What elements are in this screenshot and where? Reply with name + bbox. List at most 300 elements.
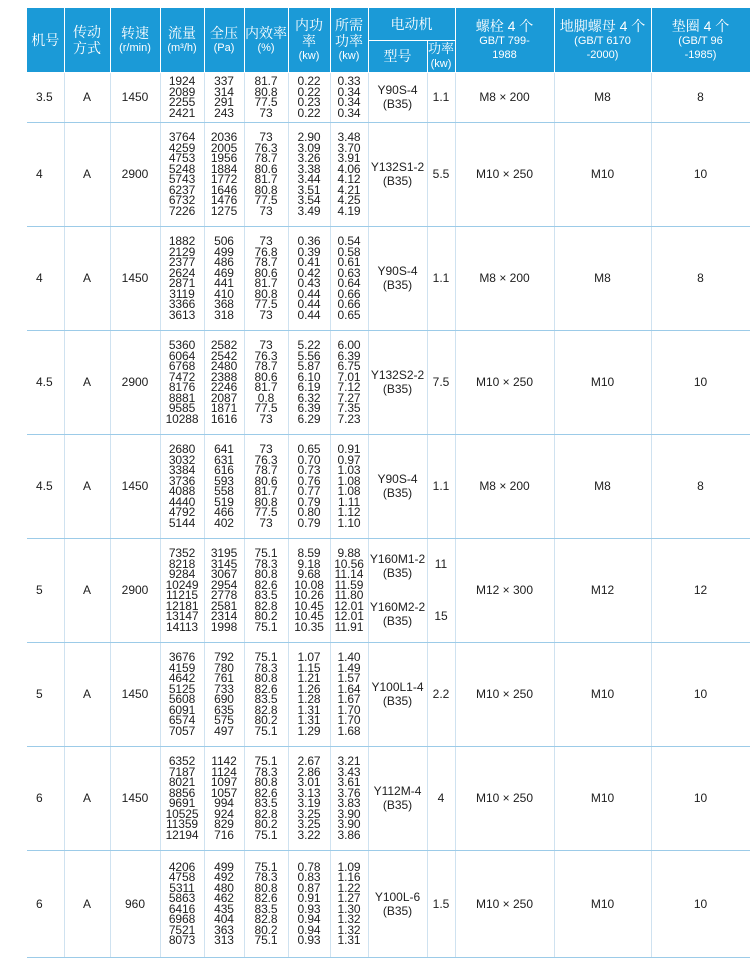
motor-power-b: 15 <box>434 609 448 623</box>
inner-power-value: 1.15 <box>297 660 321 675</box>
table-row <box>27 642 750 746</box>
speed-cell <box>110 122 160 226</box>
motor-model: Y112M-4 <box>373 784 422 798</box>
flow-values <box>161 444 204 528</box>
pressure-value: 1097 <box>210 775 238 789</box>
efficiency-value: 80.8 <box>254 671 278 685</box>
inner-power-value: 9.68 <box>297 567 321 581</box>
inner-power-value: 0.44 <box>297 307 321 322</box>
required-power-value: 1.57 <box>337 671 361 685</box>
inner-power-values <box>289 652 330 736</box>
required-power-value: 0.63 <box>337 265 361 280</box>
motor-mount: (B35) <box>382 174 413 188</box>
flow-value: 4758 <box>168 870 196 884</box>
required-power-value: 1.09 <box>337 859 361 874</box>
efficiency-value: 80.8 <box>254 286 278 301</box>
drive-value: A <box>82 167 91 181</box>
efficiency-value: 83.5 <box>254 796 278 810</box>
required-power-value: 10.56 <box>334 556 364 571</box>
pressure-value: 243 <box>214 105 234 120</box>
washer-value: 10 <box>693 375 708 389</box>
required-power-value: 0.34 <box>337 105 361 120</box>
pressure-value: 291 <box>214 95 234 109</box>
bolt-value: M8 × 200 <box>479 479 530 493</box>
motor-type-cell <box>368 330 427 434</box>
inner-power-value: 1.21 <box>297 671 321 685</box>
anchor-nut-cell <box>554 642 651 746</box>
efficiency-value: 75.1 <box>254 859 278 874</box>
speed-cell <box>110 226 160 330</box>
bolt-cell <box>455 226 554 330</box>
flow-value: 6091 <box>168 702 196 717</box>
inner-power-value: 3.13 <box>297 785 321 800</box>
inner-power-value: 3.49 <box>297 203 321 218</box>
header-speed: 转速 (r/min) <box>110 8 160 72</box>
motor-type <box>369 890 427 918</box>
pressure-value: 1476 <box>210 193 238 207</box>
washer-value: 10 <box>693 167 708 181</box>
flow-value: 8856 <box>168 785 196 800</box>
motor-power-value: 2.2 <box>432 687 450 701</box>
efficiency-value: 78.7 <box>254 255 278 269</box>
flow-value: 2421 <box>168 105 196 120</box>
model-value: 3.5 <box>36 90 53 104</box>
pressure-value: 2087 <box>210 390 238 405</box>
flow-value: 12194 <box>165 827 199 842</box>
efficiency-value: 80.8 <box>254 880 278 895</box>
anchor-nut-cell <box>554 850 651 957</box>
efficiency-value: 81.7 <box>254 172 278 186</box>
efficiency-value: 81.7 <box>254 380 278 394</box>
pressure-values <box>205 756 244 840</box>
model-cell <box>27 746 64 850</box>
table-row <box>27 72 750 122</box>
pressure-value: 1142 <box>211 754 237 768</box>
motor-type <box>369 83 427 111</box>
required-power-value: 4.12 <box>337 172 361 186</box>
efficiency-value: 80.8 <box>254 775 278 789</box>
required-power-value: 11.14 <box>334 567 364 581</box>
header-bolt: 螺栓 4 个 GB/T 799- 1988 <box>455 8 554 72</box>
required-power-value: 4.19 <box>337 203 361 218</box>
inner-power-value: 0.22 <box>297 105 321 120</box>
motor-power-value: 1.1 <box>432 90 450 104</box>
motor-type-b <box>369 600 427 628</box>
pressure-cell <box>204 642 244 746</box>
pressure-value: 363 <box>214 922 234 937</box>
speed-value: 960 <box>124 896 146 911</box>
pressure-value: 1616 <box>210 411 238 426</box>
anchor-nut-cell <box>554 72 651 122</box>
efficiency-value: 82.6 <box>254 681 278 696</box>
flow-value: 10288 <box>165 411 199 426</box>
efficiency-value: 78.3 <box>254 660 278 675</box>
inner-power-value: 3.09 <box>297 140 321 155</box>
pressure-value: 631 <box>214 452 234 467</box>
efficiency-value: 82.8 <box>254 912 278 926</box>
required-power-values <box>331 756 368 840</box>
efficiency-value: 75.1 <box>254 754 278 768</box>
flow-value: 6064 <box>168 348 196 363</box>
inner-power-value: 1.07 <box>297 650 321 664</box>
anchor-nut-cell <box>554 538 651 642</box>
anchor-nut-value: M10 <box>590 167 615 181</box>
required-power-value: 0.64 <box>337 276 361 290</box>
anchor-nut-value: M12 <box>590 583 615 597</box>
pressure-value: 314 <box>214 84 234 99</box>
efficiency-value: 77.5 <box>254 505 278 519</box>
inner-power-value: 0.87 <box>297 880 321 895</box>
drive-cell <box>64 122 110 226</box>
model-cell <box>27 850 64 957</box>
required-power-value: 1.68 <box>337 723 361 738</box>
required-power-value: 4.06 <box>337 161 361 176</box>
inner-power-value: 1.29 <box>297 723 321 738</box>
motor-power-cell <box>427 122 455 226</box>
required-power-value: 11.59 <box>334 577 364 592</box>
model-cell <box>27 434 64 538</box>
flow-value: 13147 <box>165 609 199 623</box>
pressure-value: 641 <box>214 442 234 456</box>
required-power-cell <box>330 642 368 746</box>
efficiency-cell <box>244 434 288 538</box>
speed-cell <box>110 330 160 434</box>
pressure-value: 410 <box>214 286 234 301</box>
anchor-nut-value: M10 <box>590 375 615 389</box>
model-cell <box>27 330 64 434</box>
efficiency-value: 80.6 <box>254 161 278 176</box>
bolt-value: M10 × 250 <box>475 375 534 389</box>
inner-power-cell <box>288 122 330 226</box>
model-cell <box>27 538 64 642</box>
flow-value: 1924 <box>168 74 196 88</box>
inner-power-value: 2.67 <box>297 754 321 768</box>
efficiency-value: 75.1 <box>254 723 278 738</box>
pressure-value: 435 <box>214 901 234 916</box>
required-power-value: 1.08 <box>337 484 361 498</box>
motor-type-cell <box>368 746 427 850</box>
washer-cell <box>651 226 750 330</box>
motor-power-value: 1.1 <box>432 271 450 285</box>
bolt-value: M8 × 200 <box>479 271 530 285</box>
inner-power-value: 10.26 <box>294 588 324 602</box>
required-power-values <box>331 444 368 528</box>
pressure-value: 829 <box>214 817 234 831</box>
pressure-value: 402 <box>214 515 234 530</box>
flow-value: 11215 <box>166 588 198 602</box>
flow-cell <box>160 122 204 226</box>
inner-power-value: 10.45 <box>294 598 324 613</box>
required-power-value: 0.91 <box>337 442 361 456</box>
efficiency-value: 77.5 <box>254 193 278 207</box>
pressure-value: 2246 <box>210 380 238 394</box>
required-power-value: 1.67 <box>337 692 361 706</box>
required-power-values <box>331 652 368 736</box>
inner-power-value: 2.90 <box>297 130 321 144</box>
inner-power-value: 6.19 <box>297 380 321 394</box>
efficiency-cell <box>244 330 288 434</box>
flow-cell <box>160 538 204 642</box>
bolt-cell <box>455 746 554 850</box>
bolt-cell <box>455 850 554 957</box>
inner-power-value: 0.79 <box>297 515 321 530</box>
pressure-value: 480 <box>214 880 234 895</box>
efficiency-value: 76.3 <box>254 452 278 467</box>
inner-power-value: 3.01 <box>297 775 321 789</box>
header-drive: 传动 方式 <box>64 8 110 72</box>
motor-mount: (B35) <box>382 278 413 292</box>
efficiency-value: 78.3 <box>254 764 278 779</box>
washer-cell <box>651 538 750 642</box>
model-value: 4.5 <box>36 479 53 493</box>
required-power-cell <box>330 226 368 330</box>
pressure-value: 994 <box>214 796 234 810</box>
motor-power-cell <box>427 746 455 850</box>
required-power-value: 1.31 <box>337 933 361 947</box>
pressure-value: 466 <box>214 505 234 519</box>
motor-power-cell <box>427 226 455 330</box>
pressure-value: 1772 <box>210 172 238 186</box>
required-power-cell <box>330 538 368 642</box>
pressure-values <box>205 444 244 528</box>
required-power-value: 7.01 <box>337 369 361 384</box>
pressure-value: 519 <box>214 494 234 509</box>
efficiency-cell <box>244 538 288 642</box>
efficiency-value: 80.6 <box>254 369 278 384</box>
flow-value: 8218 <box>168 556 196 571</box>
flow-value: 2089 <box>168 84 196 99</box>
required-power-value: 3.91 <box>337 151 361 165</box>
pressure-value: 716 <box>214 827 234 842</box>
drive-value: A <box>82 791 91 805</box>
required-power-value: 1.10 <box>337 515 361 530</box>
required-power-value: 11.80 <box>334 588 364 602</box>
speed-cell <box>110 538 160 642</box>
pressure-value: 368 <box>214 297 234 311</box>
inner-power-value: 0.91 <box>297 891 321 905</box>
flow-value: 2680 <box>168 442 196 456</box>
motor-type <box>369 264 427 292</box>
motor-mount: (B35) <box>382 566 413 580</box>
anchor-nut-cell <box>554 226 651 330</box>
efficiency-values <box>245 756 288 840</box>
required-power-cell <box>330 746 368 850</box>
efficiency-value: 73 <box>259 130 273 144</box>
inner-power-value: 0.22 <box>297 74 321 88</box>
inner-power-value: 0.77 <box>297 484 321 498</box>
model-cell <box>27 226 64 330</box>
pressure-value: 635 <box>214 702 234 717</box>
inner-power-value: 5.87 <box>297 359 321 373</box>
efficiency-value: 75.1 <box>254 827 278 842</box>
efficiency-value: 75.1 <box>254 619 278 634</box>
required-power-cell <box>330 330 368 434</box>
required-power-values <box>331 76 368 118</box>
required-power-value: 3.61 <box>337 775 361 789</box>
bolt-value: M10 × 250 <box>475 687 534 701</box>
flow-value: 8073 <box>168 933 196 947</box>
inner-power-value: 0.42 <box>297 265 321 280</box>
motor-type-cell <box>368 538 427 642</box>
inner-power-value: 0.76 <box>297 473 321 488</box>
motor-type-cell <box>368 72 427 122</box>
flow-value: 7187 <box>168 764 196 779</box>
motor-type-cell <box>368 226 427 330</box>
efficiency-values <box>245 652 288 736</box>
washer-cell <box>651 434 750 538</box>
efficiency-cell <box>244 642 288 746</box>
efficiency-cell <box>244 122 288 226</box>
inner-power-values <box>289 859 330 947</box>
pressure-values <box>205 132 244 216</box>
flow-value: 5144 <box>168 515 196 530</box>
drive-value: A <box>82 583 91 597</box>
efficiency-value: 73 <box>259 203 273 218</box>
efficiency-cell <box>244 746 288 850</box>
inner-power-cell <box>288 642 330 746</box>
motor-type-cell <box>368 642 427 746</box>
required-power-cell <box>330 850 368 957</box>
efficiency-value: 81.7 <box>254 74 278 88</box>
required-power-value: 4.21 <box>337 182 361 197</box>
speed-value: 1450 <box>121 271 149 285</box>
drive-cell <box>64 746 110 850</box>
inner-power-value: 6.32 <box>297 390 321 405</box>
flow-value: 6968 <box>168 912 196 926</box>
efficiency-value: 78.7 <box>254 359 278 373</box>
flow-value: 4159 <box>168 660 196 675</box>
flow-values <box>161 756 204 840</box>
speed-cell <box>110 642 160 746</box>
required-power-value: 0.65 <box>337 307 361 322</box>
required-power-values <box>331 340 368 424</box>
anchor-nut-cell <box>554 746 651 850</box>
efficiency-value: 73 <box>259 307 273 322</box>
efficiency-value: 75.1 <box>254 933 278 947</box>
anchor-nut-value: M10 <box>590 791 615 805</box>
inner-power-values <box>289 444 330 528</box>
efficiency-value: 80.8 <box>254 84 278 99</box>
efficiency-values <box>245 132 288 216</box>
washer-value: 12 <box>693 583 708 597</box>
drive-value: A <box>82 375 91 389</box>
inner-power-value: 0.93 <box>297 933 321 947</box>
inner-power-value: 0.43 <box>297 276 321 290</box>
required-power-value: 7.35 <box>337 401 361 415</box>
inner-power-value: 0.94 <box>297 922 321 937</box>
washer-value: 8 <box>697 271 704 285</box>
efficiency-value: 73 <box>259 411 273 426</box>
efficiency-value: 76.3 <box>254 140 278 155</box>
motor-type <box>369 472 427 500</box>
efficiency-value: 76.8 <box>254 244 278 259</box>
efficiency-value: 82.6 <box>254 785 278 800</box>
header-anchor-nut: 地脚螺母 4 个 (GB/T 6170 -2000) <box>554 8 651 72</box>
motor-model: Y100L-6 <box>374 889 421 904</box>
flow-value: 8881 <box>168 390 196 405</box>
pressure-value: 404 <box>214 912 234 926</box>
motor-type-a <box>369 552 427 580</box>
model-cell <box>27 72 64 122</box>
drive-cell <box>64 226 110 330</box>
efficiency-value: 76.3 <box>254 348 278 363</box>
flow-value: 9284 <box>168 567 196 581</box>
pressure-value: 2542 <box>210 348 238 363</box>
flow-value: 7352 <box>168 546 196 560</box>
motor-power-cell <box>427 850 455 957</box>
efficiency-cell <box>244 850 288 957</box>
inner-power-value: 6.29 <box>297 411 321 426</box>
pressure-value: 506 <box>214 234 234 248</box>
bolt-cell <box>455 122 554 226</box>
pressure-cell <box>204 850 244 957</box>
drive-cell <box>64 330 110 434</box>
efficiency-value: 83.5 <box>254 692 278 706</box>
flow-values <box>161 76 204 118</box>
anchor-nut-value: M10 <box>590 687 615 701</box>
anchor-nut-cell <box>554 330 651 434</box>
flow-value: 3366 <box>168 297 196 311</box>
speed-cell <box>110 850 160 957</box>
motor-mount: (B35) <box>382 486 413 500</box>
required-power-value: 1.70 <box>337 713 361 727</box>
efficiency-value: 77.5 <box>254 95 278 109</box>
inner-power-cell <box>288 538 330 642</box>
inner-power-value: 0.44 <box>297 297 321 311</box>
efficiency-value: 78.7 <box>254 463 278 477</box>
flow-value: 4642 <box>168 671 196 685</box>
flow-value: 8021 <box>168 775 196 789</box>
inner-power-value: 0.22 <box>297 84 321 99</box>
motor-power-value: 5.5 <box>432 167 450 181</box>
flow-value: 6574 <box>168 713 196 727</box>
motor-type <box>369 160 427 188</box>
required-power-value: 1.22 <box>337 880 361 895</box>
required-power-value: 6.75 <box>337 359 361 373</box>
flow-cell <box>160 434 204 538</box>
pressure-value: 2480 <box>210 359 238 373</box>
inner-power-values <box>289 236 330 320</box>
flow-cell <box>160 330 204 434</box>
washer-cell <box>651 746 750 850</box>
model-value: 4.5 <box>36 375 53 389</box>
pressure-value: 2036 <box>210 130 238 144</box>
flow-value: 3613 <box>168 307 196 322</box>
efficiency-value: 80.6 <box>254 473 278 488</box>
efficiency-value: 82.6 <box>254 891 278 905</box>
flow-value: 4440 <box>168 494 196 509</box>
motor-mount: (B35) <box>382 694 413 708</box>
pressure-value: 441 <box>214 276 234 290</box>
speed-value: 2900 <box>121 167 149 181</box>
pressure-values <box>205 859 244 947</box>
efficiency-value: 75.1 <box>254 650 278 664</box>
efficiency-value: 73 <box>259 234 273 248</box>
inner-power-value: 3.44 <box>297 172 321 186</box>
efficiency-values <box>245 76 288 118</box>
efficiency-value: 81.7 <box>254 276 278 290</box>
inner-power-value: 3.25 <box>297 817 321 831</box>
pressure-value: 690 <box>214 692 234 706</box>
anchor-nut-value: M10 <box>590 896 615 911</box>
required-power-cell <box>330 434 368 538</box>
header-pressure: 全压 (Pa) <box>204 8 244 72</box>
inner-power-value: 3.22 <box>297 827 321 842</box>
efficiency-value: 78.3 <box>254 556 278 571</box>
pressure-value: 1871 <box>210 401 238 415</box>
drive-cell <box>64 72 110 122</box>
required-power-value: 0.54 <box>337 234 361 248</box>
